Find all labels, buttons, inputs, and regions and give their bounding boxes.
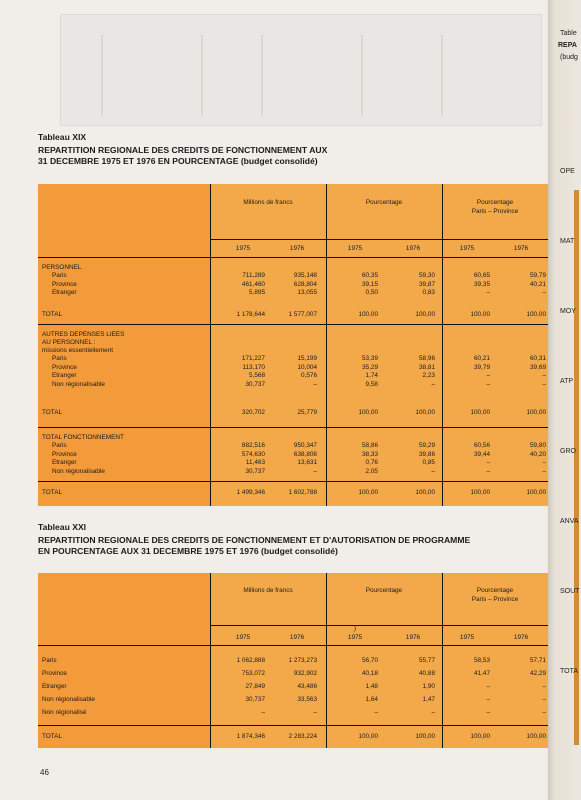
table21-stray-mark: ) — [353, 625, 357, 632]
table-row-value: 9,58 — [365, 380, 378, 388]
section-heading: PERSONNEL — [42, 264, 82, 271]
table-row-value: 1 273,273 — [288, 657, 317, 664]
table-row-value: 59,79 — [530, 272, 546, 279]
table-row-value: 60,65 — [474, 272, 490, 279]
table-row-value: 60,21 — [474, 355, 490, 362]
table-row-label: Etranger — [52, 372, 77, 380]
table-row-value: 1,47 — [422, 696, 435, 703]
total-row-value: 100,00 — [470, 733, 490, 740]
total-row-value: 25,779 — [297, 409, 317, 416]
next-page-label: Table — [560, 30, 577, 37]
next-page-row: ATP — [560, 378, 574, 385]
table-row-value: – — [431, 709, 435, 716]
table-row-value: 13,631 — [297, 459, 317, 467]
total-row-value: 100,00 — [470, 311, 490, 318]
total-row-value: 100,00 — [470, 489, 490, 496]
table-row-value: – — [542, 459, 546, 467]
table-row-value: – — [313, 709, 317, 716]
total-row-value: 1 178,644 — [236, 311, 265, 318]
next-page-title: REPA — [558, 42, 577, 49]
table-row-value: – — [486, 467, 490, 475]
table-row-value: 11,463 — [245, 459, 265, 467]
section-heading: AU PERSONNEL : — [42, 339, 96, 346]
section-heading: TOTAL FONCTIONNEMENT — [42, 434, 124, 441]
next-page-edge — [548, 0, 581, 800]
table19-year: 1976 — [513, 245, 529, 252]
table-row-value: 27,849 — [245, 683, 265, 690]
table-row-value: 60,56 — [474, 442, 490, 449]
table-row-value: 35,29 — [362, 363, 378, 371]
table-row-label: Etranger — [42, 683, 67, 690]
next-page-sub: (budg — [560, 54, 578, 61]
table21-label: Tableau XXI — [38, 522, 87, 532]
table-row-value: 5,568 — [249, 372, 265, 380]
total-row-value: 320,702 — [241, 409, 265, 416]
show-through-background — [60, 14, 542, 126]
table-row-value: 38,33 — [362, 450, 378, 458]
total-row-value: 100,00 — [358, 489, 378, 496]
table21-group-pct: Pourcentage — [365, 587, 403, 594]
total-row-value: 100,00 — [526, 311, 546, 318]
table-row-value: 1,90 — [422, 683, 435, 690]
table-row-label: Province — [52, 450, 77, 458]
table19-title: REPARTITION REGIONALE DES CREDITS DE FONCTIONNEMENT AUX 31 DECEMBRE 1975 ET 1976 EN POURCENTAGE (budget consolidé) — [38, 145, 328, 166]
table19-group-pct-pp: Pourcentage — [476, 199, 514, 206]
table19-year: 1976 — [289, 245, 305, 252]
table-row-value: 43,486 — [297, 683, 317, 690]
table-row-label: Non régionalisé — [42, 709, 87, 716]
table-row-label: Paris — [52, 355, 67, 362]
table-row-value: 935,148 — [293, 272, 317, 279]
table19-group-pct: Pourcentage — [365, 199, 403, 206]
table-row-label: Non régionalisable — [52, 467, 105, 475]
total-row-value: 100,00 — [526, 409, 546, 416]
table21-year: 1976 — [513, 634, 529, 641]
table-row-value: 40,20 — [530, 450, 546, 458]
table-row-value: 39,35 — [474, 280, 490, 288]
table21-year: 1976 — [289, 634, 305, 641]
total-row-value: 100,00 — [415, 489, 435, 496]
total-row-value: 100,00 — [415, 409, 435, 416]
table-row-value: – — [431, 380, 435, 388]
table-row-value: 39,44 — [474, 450, 490, 458]
table-row-value: 30,737 — [245, 467, 265, 475]
table-row-value: 42,29 — [530, 670, 546, 677]
table19-group-pp-sub: Paris – Province — [471, 208, 519, 215]
total-row-value: 100,00 — [358, 733, 378, 740]
table19-group-millions: Millions de francs — [243, 199, 293, 206]
total-row-label: TOTAL — [42, 733, 63, 740]
table-row-value: 882,516 — [241, 442, 265, 449]
table19-year: 1975 — [459, 245, 475, 252]
next-page-row: TOTA — [560, 668, 579, 675]
total-row-value: 100,00 — [358, 409, 378, 416]
table-row-label: Non régionalisable — [52, 380, 105, 388]
total-row-label: TOTAL — [42, 489, 63, 496]
table-row-value: – — [542, 380, 546, 388]
table-row-label: Non régionalisable — [42, 696, 95, 703]
table-row-value: 753,072 — [241, 670, 265, 677]
table-row-value: 55,77 — [419, 657, 435, 664]
section-heading: AUTRES DEPENSES LIEES — [42, 331, 125, 338]
table-row-value: 40,88 — [419, 670, 435, 677]
total-row-value: 2 283,224 — [288, 733, 317, 740]
table-row-value: 58,53 — [474, 657, 490, 664]
table21-title: REPARTITION REGIONALE DES CREDITS DE FONCTIONNEMENT ET D'AUTORISATION DE PROGRAMME EN POURCENTAGE AUX 31 DECEMBRE 1975 ET 1976 (budget consolidé) — [38, 535, 471, 556]
table-row-value: 33,563 — [297, 696, 317, 703]
total-row-value: 1 499,346 — [236, 489, 265, 496]
table-row-value: 39,86 — [419, 450, 435, 458]
table-row-value: 0,76 — [365, 459, 378, 467]
table-row-value: – — [486, 709, 490, 716]
table-row-value: 113,170 — [242, 363, 265, 371]
table-row-value: 39,87 — [419, 280, 435, 288]
table21-year: 1975 — [459, 634, 475, 641]
page-number: 46 — [40, 768, 49, 777]
table21-year: 1976 — [405, 634, 421, 641]
table-row-value: 461,460 — [241, 280, 265, 288]
next-page-row: SOUT — [560, 588, 580, 595]
table-row-value: 638,808 — [293, 450, 317, 458]
next-page-orange-strip — [574, 190, 579, 745]
table-row-value: 39,79 — [474, 363, 490, 371]
total-row-value: 100,00 — [415, 733, 435, 740]
table-row-value: – — [542, 709, 546, 716]
table-row-value: 41,47 — [474, 670, 490, 677]
table21-year: 1975 — [235, 634, 251, 641]
table-row-value: – — [486, 289, 490, 297]
table-row-value: 59,30 — [419, 272, 435, 279]
table21-year: 1975 — [347, 634, 363, 641]
total-row-value: 100,00 — [526, 733, 546, 740]
table-row-value: 39,15 — [362, 280, 378, 288]
next-page-row: OPE — [560, 168, 575, 175]
table-row-value: 5,895 — [249, 289, 265, 297]
next-page-row: ANVA — [560, 518, 579, 525]
total-row-value: 100,00 — [415, 311, 435, 318]
table-row-value: – — [486, 380, 490, 388]
table-row-value: 30,737 — [245, 696, 265, 703]
table-row-value: – — [542, 467, 546, 475]
table-row-value: 574,630 — [241, 450, 265, 458]
table-row-value: 932,902 — [293, 670, 317, 677]
table-row-value: 15,199 — [297, 355, 317, 362]
total-row-value: 100,00 — [358, 311, 378, 318]
table-row-value: 2,23 — [422, 372, 435, 380]
table-row-label: Paris — [52, 272, 67, 279]
table-row-value: 13,055 — [297, 289, 317, 297]
table-row-value: 628,804 — [293, 280, 317, 288]
table-row-value: 40,21 — [530, 280, 546, 288]
table-row-label: Etranger — [52, 289, 77, 297]
table21-group-pp-sub: Paris – Province — [471, 596, 519, 603]
table-row-value: 58,86 — [362, 442, 378, 449]
table19-year: 1975 — [235, 245, 251, 252]
table-row-value: – — [313, 467, 317, 475]
table-row-value: – — [542, 696, 546, 703]
table-row-value: – — [542, 289, 546, 297]
total-row-value: 1 602,788 — [288, 489, 317, 496]
section-heading: missions essentiellement — [42, 347, 114, 354]
table-row-value: 171,227 — [241, 355, 265, 362]
table-row-value: – — [542, 372, 546, 380]
table-row-value: 711,289 — [242, 272, 265, 279]
next-page-row: MOY — [560, 308, 576, 315]
table-row-value: 40,18 — [362, 670, 378, 677]
table21-label-column — [38, 573, 211, 748]
total-row-value: 1 874,346 — [236, 733, 265, 740]
table-row-value: 56,70 — [362, 657, 378, 664]
table21-group-pct-pp: Pourcentage — [476, 587, 514, 594]
table-row-value: 39,69 — [530, 363, 546, 371]
table-row-value: 10,004 — [297, 363, 317, 371]
table19-year: 1975 — [347, 245, 363, 252]
total-row-value: 100,00 — [526, 489, 546, 496]
table-row-value: 1 062,888 — [236, 657, 265, 664]
table-row-label: Etranger — [52, 459, 77, 467]
table-row-value: 59,29 — [419, 442, 435, 449]
table-row-value: 0,85 — [422, 459, 435, 467]
table-row-value: – — [486, 683, 490, 690]
total-row-label: TOTAL — [42, 311, 63, 318]
table-row-value: 38,81 — [419, 363, 435, 371]
table-row-value: 1,74 — [365, 372, 378, 380]
table-row-label: Province — [42, 670, 67, 677]
table-row-value: 60,35 — [362, 272, 378, 279]
table21-group-millions: Millions de francs — [243, 587, 293, 594]
table-row-value: 2,05 — [365, 467, 378, 475]
table-row-value: – — [431, 467, 435, 475]
total-row-value: 1 577,007 — [288, 311, 317, 318]
table-row-value: – — [261, 709, 265, 716]
table-row-label: Paris — [42, 657, 57, 664]
next-page-row: MAT — [560, 238, 575, 245]
total-row-label: TOTAL — [42, 409, 63, 416]
table-row-value: – — [374, 709, 378, 716]
table-row-value: 60,31 — [530, 355, 546, 362]
next-page-row: GRO — [560, 448, 576, 455]
table-row-value: 0,83 — [422, 289, 435, 297]
table-row-value: 30,737 — [245, 380, 265, 388]
table-row-label: Paris — [52, 442, 67, 449]
table-row-value: – — [542, 683, 546, 690]
table-row-value: – — [486, 372, 490, 380]
table-row-value: 0,576 — [301, 372, 317, 380]
table-row-value: 53,39 — [362, 355, 378, 362]
table19 — [38, 184, 548, 506]
table-row-value: – — [486, 459, 490, 467]
table-row-value: 58,96 — [419, 355, 435, 362]
table-row-value: – — [313, 380, 317, 388]
table-row-value: – — [486, 696, 490, 703]
table-row-value: 1,64 — [365, 696, 378, 703]
table19-year: 1976 — [405, 245, 421, 252]
table-row-value: 59,80 — [530, 442, 546, 449]
table-row-label: Province — [52, 363, 77, 371]
table-row-value: 1,48 — [365, 683, 378, 690]
table-row-value: 57,71 — [530, 657, 546, 664]
table-row-value: 0,50 — [365, 289, 378, 297]
table19-label: Tableau XIX — [38, 132, 87, 142]
table-row-value: 950,347 — [293, 442, 317, 449]
table21 — [38, 573, 548, 748]
total-row-value: 100,00 — [470, 409, 490, 416]
table-row-label: Province — [52, 280, 77, 288]
